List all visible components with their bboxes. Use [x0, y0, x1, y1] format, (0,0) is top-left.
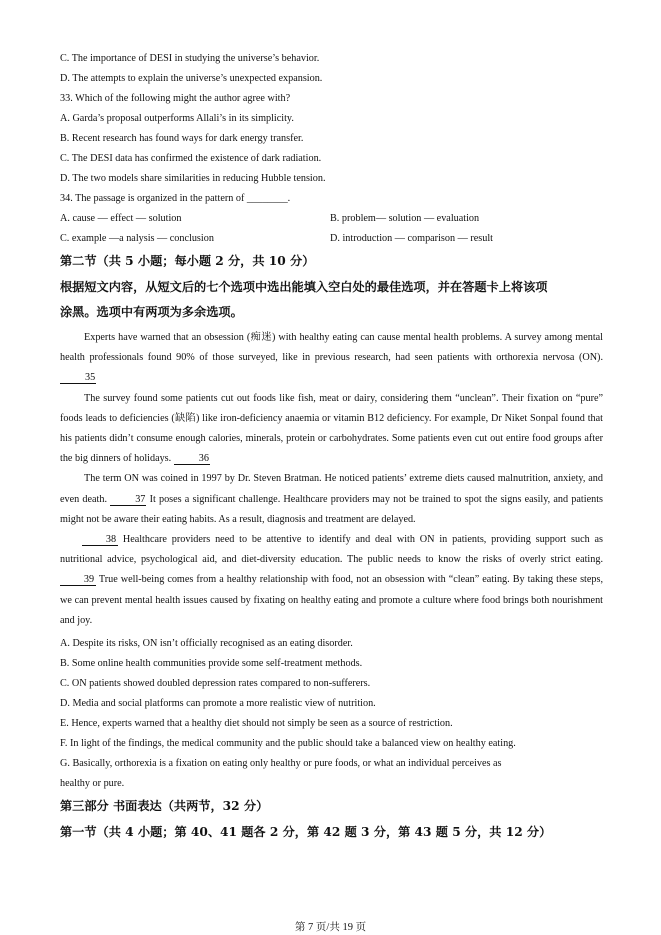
- paragraph-text: True well-being comes from a healthy relationship with food, not an obsession with “clean” eating. By taking these steps, we can prevent mental health issues caused by fixating on healthy eating and promote a culture where food brings both nourishment and joy.: [60, 574, 603, 626]
- passage: [60, 328, 603, 631]
- part3-heading: 第三部分 书面表达（共两节，32 分）: [60, 799, 269, 813]
- option-a: A. Despite its risks, ON isn’t officially recognised as an eating disorder.: [60, 638, 353, 649]
- q32-option-c: C. The importance of DESI in studying the universe’s behavior.: [60, 53, 320, 64]
- blank-39: 39: [60, 574, 96, 586]
- q33-option-b: B. Recent research has found ways for dark energy transfer.: [60, 133, 304, 144]
- section2-instruction-line2: 涂黑。选项中有两项为多余选项。: [60, 305, 243, 319]
- option-e: E. Hence, experts warned that a healthy diet should not simply be seen as a source of restriction.: [60, 718, 453, 729]
- q34-option-b: B. problem— solution — evaluation: [330, 213, 480, 224]
- section2-instruction-line1: 根据短文内容，从短文后的七个选项中选出能填入空白处的最佳选项，并在答题卡上将该项: [60, 280, 548, 294]
- page-number: 第 7 页/共 19 页: [294, 922, 367, 933]
- blank-37: 37: [110, 494, 146, 506]
- paragraph-text: The survey found some patients cut out foods like fish, meat or dairy, considering them “unclean”. Their fixation on “pure” foods leads to deficiencies (缺陷) like iron-deficiency anaemia or vitamin B12 deficiency. For example, Dr Niket Sonpal found that his patients didn’t consume enough calories, minerals, protein or carbohydrates. Some patients even cut out entire food groups after the big dinners of holidays.: [60, 392, 603, 465]
- blank-35: 35: [60, 372, 96, 384]
- q34-option-d: D. introduction — comparison — result: [330, 233, 493, 244]
- option-g-line2: healthy or pure.: [60, 778, 125, 789]
- q33-stem: 33. Which of the following might the author agree with?: [60, 93, 291, 104]
- section2-heading: 第二节（共 5 小题；每小题 2 分，共 10 分）: [60, 254, 315, 268]
- passage-paragraph-1: [60, 328, 603, 389]
- part3-subheading: 第一节（共 4 小题；第 40、41 题各 2 分，第 42 题 3 分，第 43 题 5 分，共 12 分）: [60, 825, 552, 839]
- blank-36: 36: [174, 453, 210, 465]
- option-g-line1: G. Basically, orthorexia is a fixation on eating only healthy or pure foods, or what an individual perceives as: [60, 758, 502, 769]
- paragraph-text: Healthcare providers need to be attentive to identify and deal with ON in patients, providing support such as nutritional advice, psychological aid, and diet-diversity education. The public needs to know the risks of overly strict eating.: [60, 534, 603, 566]
- paragraph-text: The term ON was coined in 1997 by Dr. Steven Bratman. He noticed patients’ extreme diets caused malnutrition, anxiety, and even death.: [60, 473, 603, 505]
- q34-option-a: A. cause — effect — solution: [60, 213, 182, 224]
- paragraph-text: It poses a significant challenge. Healthcare providers may not be trained to spot the signs easily, and patients might not be aware their eating habits. As a result, diagnosis and treatment are delayed.: [60, 493, 603, 525]
- q32-option-d: D. The attempts to explain the universe’s unexpected expansion.: [60, 73, 323, 84]
- blank-38: 38: [82, 534, 118, 546]
- option-d: D. Media and social platforms can promote a more realistic view of nutrition.: [60, 698, 376, 709]
- q34-stem: 34. The passage is organized in the pattern of ________.: [60, 193, 291, 204]
- passage-paragraph-3: [60, 469, 603, 530]
- option-c: C. ON patients showed doubled depression rates compared to non-sufferers.: [60, 678, 371, 689]
- q33-option-d: D. The two models share similarities in reducing Hubble tension.: [60, 173, 326, 184]
- option-b: B. Some online health communities provide some self-treatment methods.: [60, 658, 363, 669]
- passage-paragraph-2: [60, 389, 603, 470]
- q34-option-c: C. example —a nalysis — conclusion: [60, 233, 214, 244]
- passage-paragraph-4: [60, 530, 603, 631]
- option-f: F. In light of the findings, the medical community and the public should take a balanced view on healthy eating.: [60, 738, 516, 749]
- paragraph-text: Experts have warned that an obsession (痴迷) with healthy eating can cause mental health problems. A survey among mental health professionals found 90% of those surveyed, like in previous research, had seen patients with orthorexia nervosa (ON).: [60, 332, 603, 364]
- q33-option-c: C. The DESI data has confirmed the existence of dark radiation.: [60, 153, 322, 164]
- q33-option-a: A. Garda’s proposal outperforms Allali’s in its simplicity.: [60, 113, 294, 124]
